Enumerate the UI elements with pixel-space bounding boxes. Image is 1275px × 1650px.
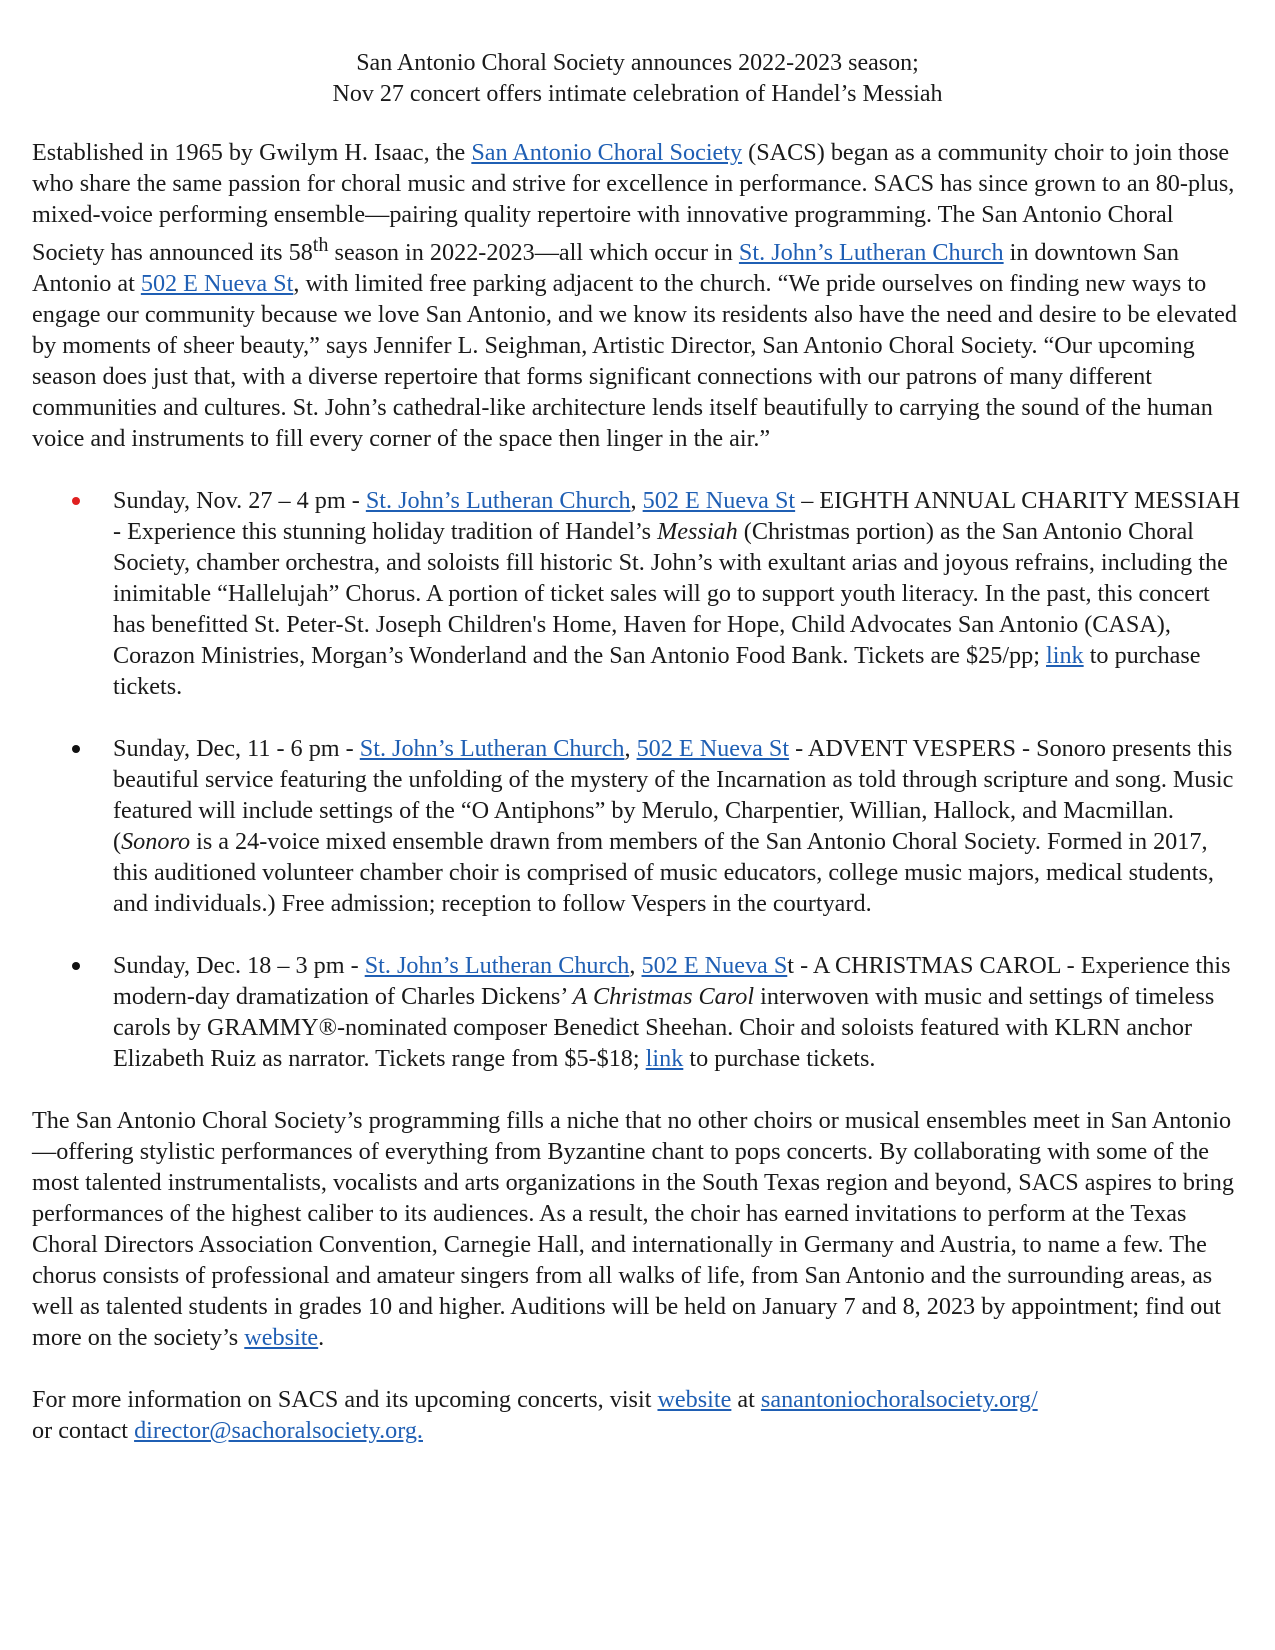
intro-text-5: , with limited free parking adjacent to the church. “We pride ourselves on finding new ways to engage our community because we love San Antonio, and we know its residents also have the need and desire to be elevated by moments of sheer beauty,” says Jennifer L. Seighman, Artistic Director, San Antonio Choral Society. “Our upcoming season does just that, with a diverse repertoire that forms significant connections with our patrons of many different communities and cultures. St. John’s cathedral-like architecture lends itself beautifully to carrying the sound of the human voice and instruments to fill every corner of the space then linger in the air.” (32, 270, 1237, 453)
event-item-christmas-carol (32, 950, 1243, 1074)
event-church-link[interactable]: St. John’s Lutheran Church (365, 487, 631, 515)
event-date: Sunday, Nov. 27 – 4 pm - (113, 487, 366, 515)
event-item-messiah (32, 485, 1243, 702)
event-address-link[interactable]: 502 E Nueva S (641, 952, 788, 980)
event-separator: , (624, 735, 637, 763)
ensemble-name-italic: Sonoro (121, 828, 191, 856)
event-church-link[interactable]: St. John’s Lutheran Church (364, 952, 630, 980)
intro-text-4: in downtown San Antonio at (32, 239, 1179, 298)
sacs-link[interactable]: San Antonio Choral Society (471, 139, 743, 166)
bullet-icon (72, 962, 80, 970)
event-date: Sunday, Dec. 18 – 3 pm - (113, 952, 365, 980)
contact-text-3: or contact (32, 1417, 135, 1445)
contact-paragraph (32, 1384, 1243, 1446)
outro-paragraph (32, 1105, 1243, 1353)
intro-superscript: th (312, 234, 329, 256)
event-date: Sunday, Dec, 11 - 6 pm - (113, 735, 360, 763)
event-title-italic: Messiah (657, 518, 738, 546)
event-item-advent-vespers (32, 733, 1243, 919)
event-separator: , (629, 952, 642, 980)
ticket-link[interactable]: link (1046, 642, 1084, 670)
outro-text-2: . (318, 1324, 325, 1352)
event-title-italic: A Christmas Carol (572, 983, 755, 1011)
press-release-title (32, 48, 1243, 110)
contact-text-1: For more information on SACS and its upcoming concerts, visit (32, 1386, 658, 1414)
event-text: - ADVENT VESPERS - Sonoro presents this beautiful service featuring the unfolding of the mystery of the Incarnation as told through scripture and song. Music featured will include settings of the “O Antiphons” by Merulo, Charpentier, Willian, Hallock, and Macmillan. ( (113, 735, 1234, 856)
event-separator: , (630, 487, 643, 515)
event-address-link[interactable]: 502 E Nueva St (642, 487, 796, 515)
intro-text-3: season in 2022-2023—all which occur in (328, 239, 739, 267)
event-list (32, 485, 1243, 1074)
event-text: interwoven with music and settings of timeless carols by GRAMMY®-nominated composer Benedict Sheehan. Choir and soloists featured with KLRN anchor Elizabeth Ruiz as narrator. Tickets range from $5-$18; (113, 983, 1215, 1073)
bullet-icon (72, 497, 80, 505)
event-church-link[interactable]: St. John’s Lutheran Church (359, 735, 625, 763)
church-link[interactable]: St. John’s Lutheran Church (738, 239, 1004, 267)
contact-text-2: at (731, 1386, 761, 1414)
address-link[interactable]: 502 E Nueva St (140, 270, 294, 298)
event-text: (Christmas portion) as the San Antonio Choral Society, chamber orchestra, and soloists fill historic St. John’s with exultant arias and joyous refrains, including the inimitable “Hallelujah” Chorus. A portion of ticket sales will go to support youth literacy. In the past, this concert has benefitted St. Peter-St. Joseph Children's Home, Haven for Hope, Child Advocates San Antonio (CASA), Corazon Ministries, Morgan’s Wonderland and the San Antonio Food Bank. Tickets are $25/pp; (113, 518, 1228, 670)
ticket-link[interactable]: link (645, 1045, 684, 1073)
intro-text-1: Established in 1965 by Gwilym H. Isaac, the (32, 139, 472, 166)
title-line-1: San Antonio Choral Society announces 2022-2023 season; (356, 50, 919, 76)
event-text: – EIGHTH ANNUAL CHARITY MESSIAH - Experience this stunning holiday tradition of Handel’s (113, 487, 1241, 546)
event-address-link[interactable]: 502 E Nueva St (636, 735, 790, 763)
event-text: to purchase tickets. (683, 1045, 876, 1073)
event-text: is a 24-voice mixed ensemble drawn from members of the San Antonio Choral Society. Formed in 2017, this auditioned volunteer chamber choir is comprised of music educators, college music majors, medical students, and individuals.) Free admission; reception to follow Vespers in the courtyard. (113, 828, 1214, 918)
email-link[interactable]: director@sachoralsociety.org. (134, 1417, 423, 1445)
intro-text-2: (SACS) began as a community choir to join those who share the same passion for choral music and strive for excellence in performance. SACS has since grown to an 80-plus, mixed-voice performing ensemble—pairing quality repertoire with innovative programming. The San Antonio Choral Society has announced its 58 (32, 139, 1235, 267)
event-text: to purchase tickets. (113, 642, 1201, 701)
contact-url-link[interactable]: sanantoniochoralsociety.org/ (760, 1386, 1038, 1414)
intro-paragraph (32, 137, 1243, 454)
title-line-2: Nov 27 concert offers intimate celebration of Handel’s Messiah (332, 81, 943, 107)
website-link[interactable]: website (244, 1324, 319, 1352)
bullet-icon (72, 745, 80, 753)
event-address-tail: t (787, 952, 795, 980)
contact-website-link[interactable]: website (657, 1386, 732, 1414)
outro-text-1: The San Antonio Choral Society’s programming fills a niche that no other choirs or musical ensembles meet in San Antonio—offering stylistic performances of everything from Byzantine chant to pops concerts. By collaborating with some of the most talented instrumentalists, vocalists and arts organizations in the South Texas region and beyond, SACS aspires to bring performances of the highest caliber to its audiences. As a result, the choir has earned invitations to perform at the Texas Choral Directors Association Convention, Carnegie Hall, and internationally in Germany and Austria, to name a few. The chorus consists of professional and amateur singers from all walks of life, from San Antonio and the surrounding areas, as well as talented students in grades 10 and higher. Auditions will be held on January 7 and 8, 2023 by appointment; find out more on the society’s (32, 1107, 1234, 1352)
event-text: - A CHRISTMAS CAROL - Experience this modern-day dramatization of Charles Dickens’ (113, 952, 1231, 1011)
